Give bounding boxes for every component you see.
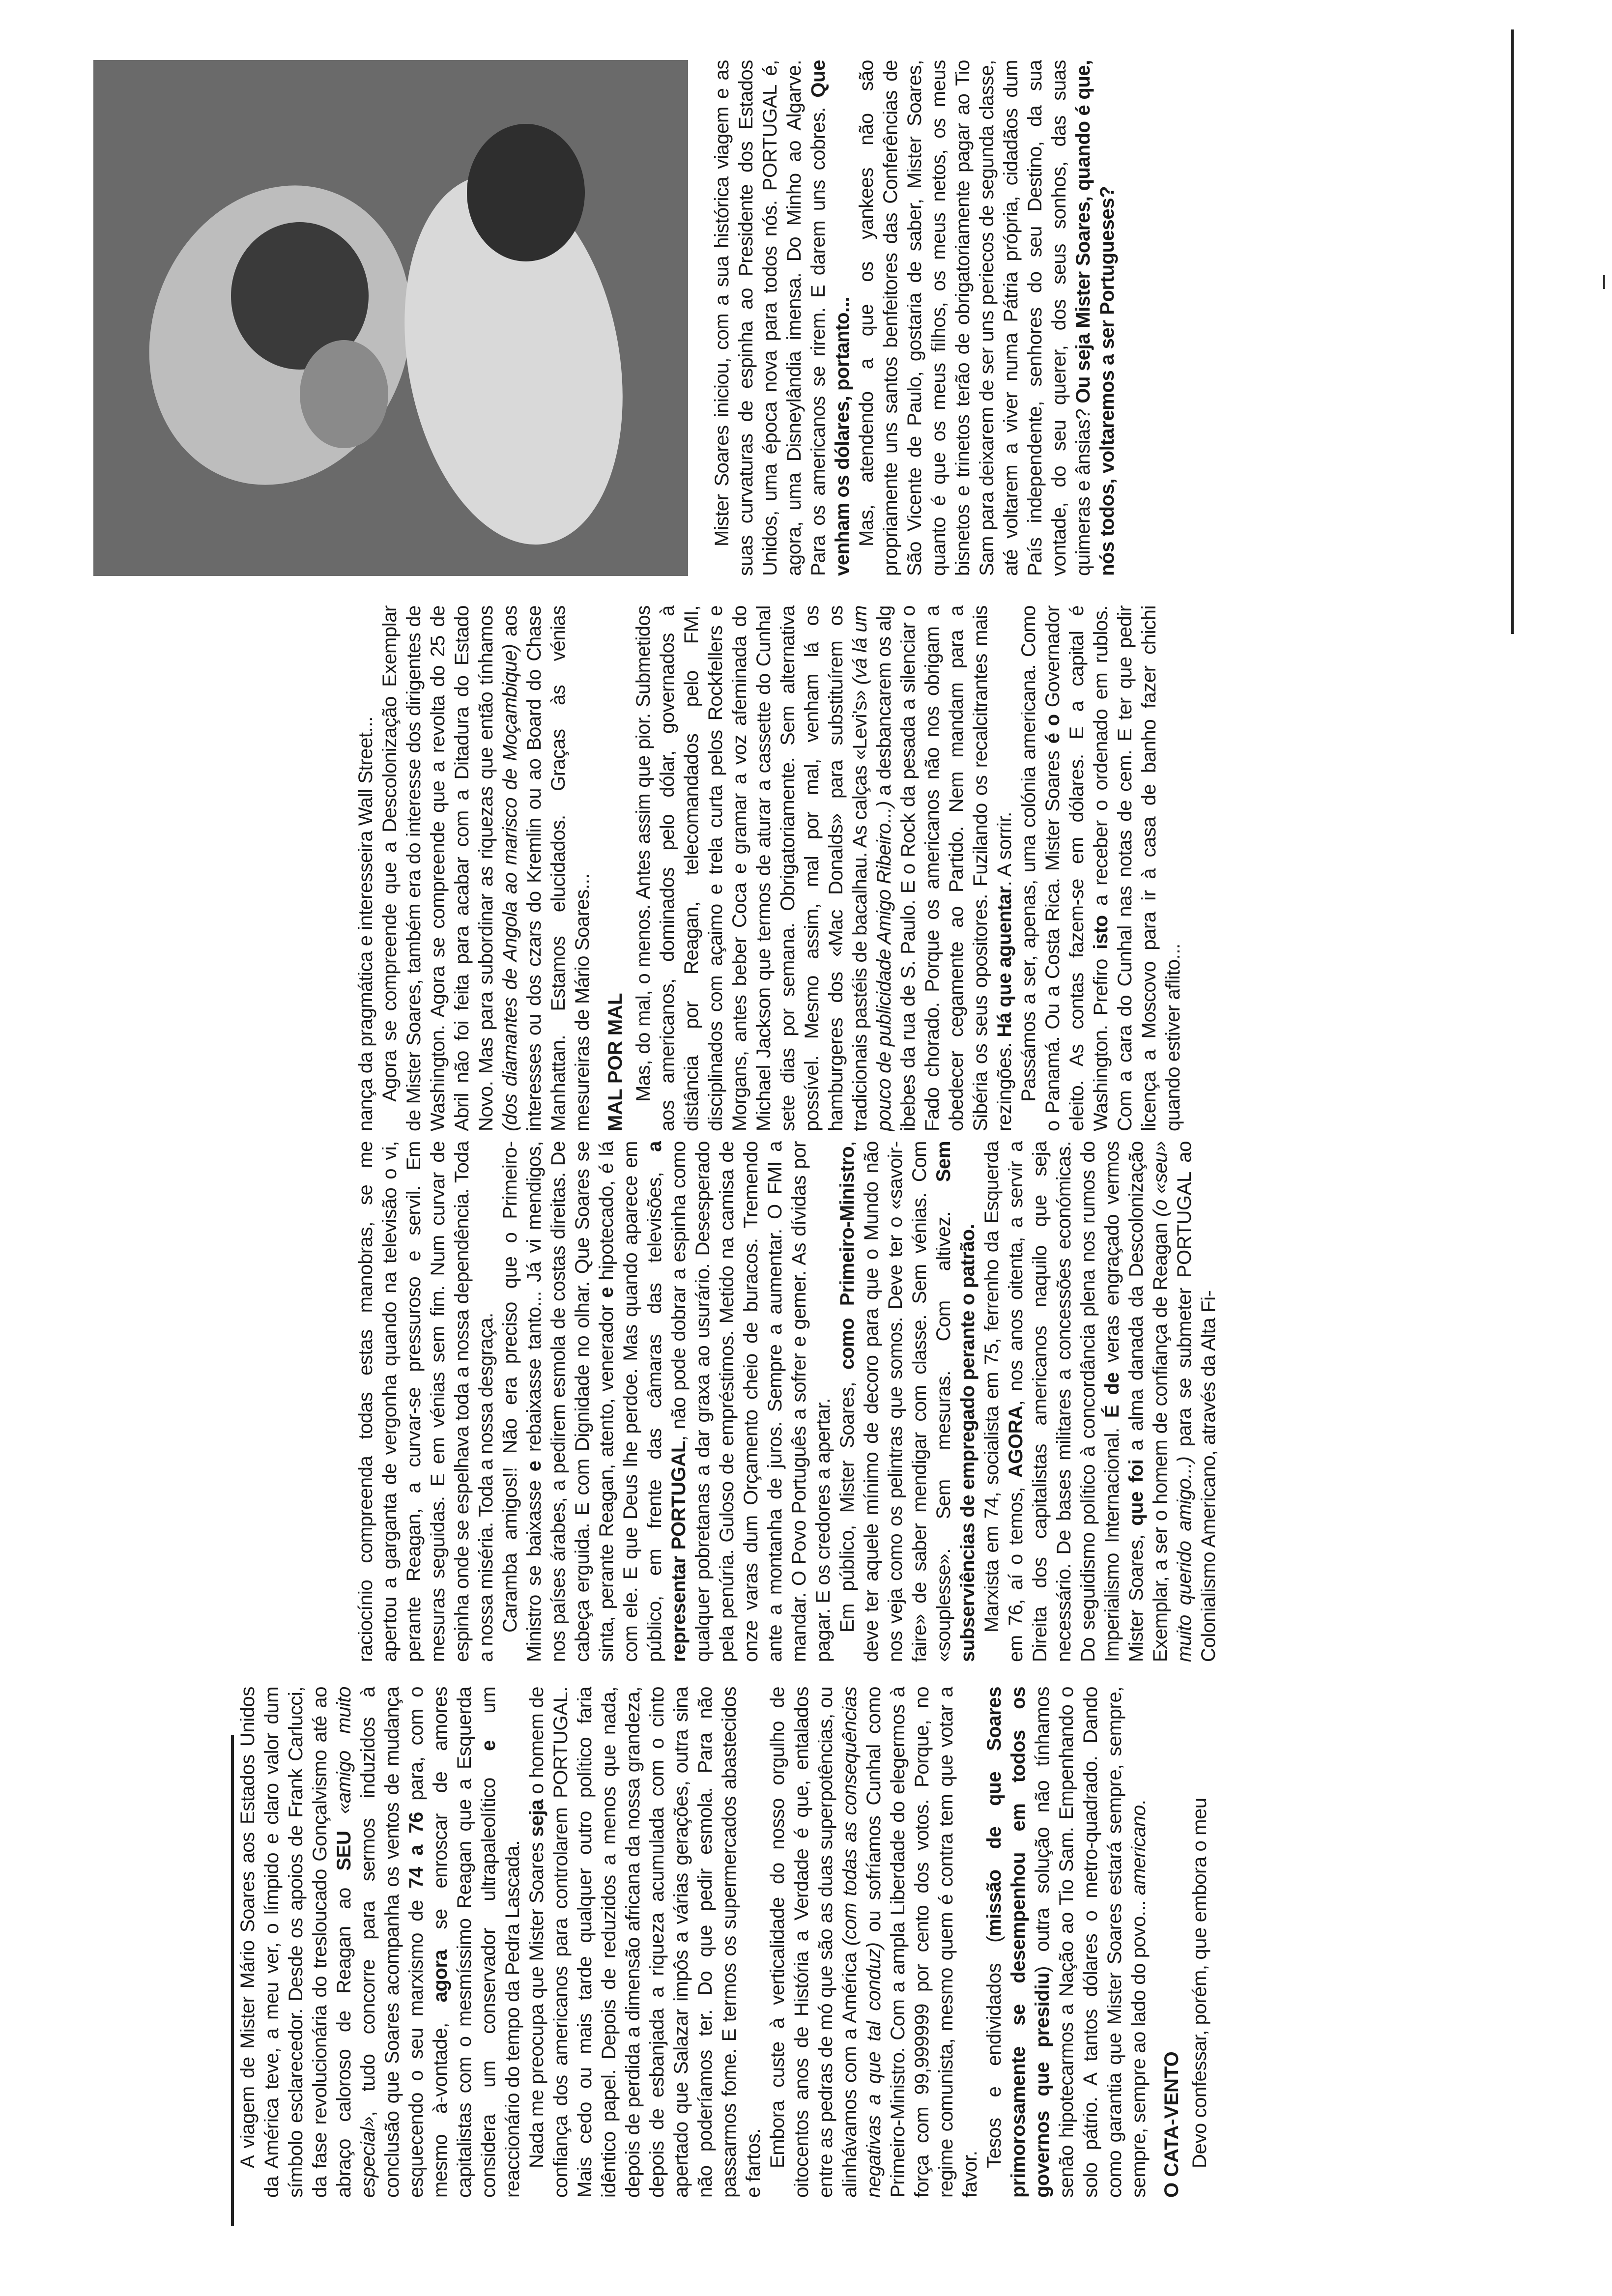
col1-paragraph-1: A viagem de Mister Mário Soares aos Estados Unidos da América teve, a meu ver, o límpido e claro valor dum símbolo esclarecedor. Desde os apoios de Frank Carlucci, da fase revolucionária do tresloucado Gonçalvismo até ao abraço caloroso de Reagan ao SEU «amigo muito especial», tudo concorre para sermos induzidos à conclusão que Soares acompanha os ventos de mudança esquecendo o seu marxismo de 74 a 76 para, com o mesmo à-vontade, agora se enroscar de amores capitalistas com o mesmíssimo Reagan que a Esquerda considera um conservador ultrapaleolítico e um reaccionário do tempo da Pedra Lascada.: [237, 1687, 523, 2198]
article-column-4: [710, 60, 1563, 576]
col4-paragraph-1: Mister Soares iniciou, com a sua histórica viagem e as suas curvaturas de espinha ao Presidente dos Estados Unidos, uma época nova para todos nós. PORTUGAL é, agora, uma Disneylândia imensa. Do Minho ao Algarve. Para os americanos se rirem. E darem uns cobres. Que venham os dólares, portanto...: [711, 60, 853, 576]
col3-subheading: MAL POR MAL: [604, 993, 626, 1131]
col3-paragraph-3: Mas, do mal, o menos. Antes assim que pior. Submetidos aos americanos, dominados pelo dólar, governados à distância por Reagan, telecomandados pelo FMI, disciplinados com açaimo e trela curta pelos Rockfellers e Morgans, antes beber Coca e gramar a voz afeminada do Michael Jackson que termos de aturar a cassette do Cunhal sete dias por semana. Obrigatoriamente. Sem alternativa possível. Mesmo assim, mal por mal, venham lá os hamburgeres dos «Mac Donalds» para substituírem os tradicionais pastéis de bacalhau. As calças «Levi's» (vá lá um pouco de publicidade Amigo Ribeiro...) a desbancarem os alg ibebes da rua de S. Paulo. E o Rock da pesada a silenciar o Fado chorado. Porque os americanos não nos obrigam a obedecer cegamente ao Partido. Nem mandam para a Sibéria os seus opositores. Fuzilando os recalcitrantes mais rezingões. Há que aguentar. A sorrir.: [633, 605, 1015, 1131]
col4-paragraph-2: Mas, atendendo a que os yankees não são propriamente uns santos benfeitores das Conferências de São Vicente de Paulo, gostaria de saber, Mister Soares, quanto é que os meus filhos, os meus netos, os meus bisnetos e trinetos terão de obrigatoriamente pagar ao Tio Sam para deixarem de ser uns periecos de segunda classe, até voltarem a viver numa Pátria própria, cidadãos dum País independente, senhores do seu Destino, da sua vontade, do seu querer, dos seus sonhos, das suas quimeras e ânsias? Ou seja Mister Soares, quando é que, nós todos, voltaremos a ser Portugueses?: [856, 60, 1118, 576]
col3-paragraph-2: Agora se compreende que a Descolonização Exemplar de Mister Soares, também era do interesse dos dirigentes de Washington. Agora se compreende que a revolta do 25 de Abril não foi feita para acabar com a Ditadura do Estado Novo. Mas para subordinar as riquezas que então tínhamos (dos diamantes de Angola ao marisco de Moçambique) aos interesses ou dos czars do Kremlin ou ao Board do Chase Manhattan. Estamos elucidados. Graças às vénias mesureiras de Mário Soares...: [379, 605, 593, 1131]
col3-paragraph-4: Passámos a ser, apenas, uma colónia americana. Como o Panamá. Ou a Costa Rica. Mister Soares é o Governador eleito. As contas fazem-se em dólares. E a capital é Washington. Prefiro isto a receber o ordenado em rublos. Com a cara do Cunhal nas notas de cem. E ter que pedir licença a Moscovo para ir à casa de banho fazer chichi quando estiver aflito...: [1018, 605, 1184, 1131]
col1-paragraph-5: Devo confessar, porém, que embora o meu: [1189, 1798, 1210, 2168]
col1-paragraph-2: Nada me preocupa que Mister Soares seja o homem de confiança dos americanos para controlarem PORTUGAL. Mais cedo ou mais tarde qualquer outro político faria idêntico papel. Depois de reduzidos a menos que nada, depois de perdida a dimensão africana da nossa grandeza, depois de esbanjada a riqueza acumulada com o cinto apertado que Salazar impôs a várias gerações, outra sina não poderíamos ter. Do que pedir esmola. Para não passarmos fome. E termos os supermercados abastecidos e fartos.: [526, 1687, 764, 2198]
col2-paragraph-3: Em público, Mister Soares, como Primeiro-Ministro, deve ter aquele mínimo de decoro para que o Mundo não nos veja como os pelintras que somos. Deve ter o «savoir-faire» de saber mendigar com classe. Sem vénias. Com «souplesse». Sem mesuras. Com altivez. Sem subserviências de empregado perante o patrão.: [836, 1141, 979, 1662]
col1-subheading: O CATA-VENTO: [1161, 2051, 1182, 2198]
col3-paragraph-1: nança da pragmática e interesseira Wall Street...: [355, 717, 376, 1131]
photo-shape-mid: [300, 340, 388, 448]
article-column-2: [354, 1141, 1563, 1662]
col1-paragraph-3: Embora custe à verticalidade do nosso orgulho de oitocentos anos de História a Verdade é que, entalados entre as pedras de mó que são as duas superpotências, ou alinhávamos com a América (com todas as consequências negativas a que tal conduz) ou sofríamos Cunhal como Primeiro-Ministro. Com a ampla Liberdade do elegermos à força com 99,999999 por cento dos votos. Porque, no regime comunista, mesmo quem é contra tem que votar a favor.: [767, 1687, 981, 2198]
col2-paragraph-1: raciocínio compreenda todas estas manobras, se me apertou a garganta de vergonha quando na televisão o vi, perante Reagan, a curvar-se pressuroso e servil. Em mesuras seguidas. E em vénias sem fim. Num curvar de espinha onde se espelhava toda a nossa dependência. Toda a nossa miséria. Toda a nossa desgraça.: [355, 1141, 497, 1662]
article-photo: [93, 60, 688, 576]
article-column-3: [354, 605, 1563, 1131]
col2-paragraph-4: Marxista em 74, socialista em 75, ferrenho da Esquerda em 76, aí o temos, AGORA, nos anos oitenta, a servir a Direita dos capitalistas americanos naquilo que seja necessário. De bases militares a concessões económicas. Do seguidismo político à concordância plena nos rumos do Imperialismo Internacional. É de veras engraçado vermos Mister Soares, que foi a alma danada da Descolonização Exemplar, a ser o homem de confiança de Reagan (o «seu» muito querido amigo...) para se submeter PORTUGAL ao Colonialismo Americano, através da Alta Fi-: [981, 1141, 1219, 1662]
article-column-1: [236, 1687, 1563, 2198]
photo-shape-dark-2: [467, 124, 585, 261]
col1-paragraph-4: Tesos e endividados (missão de que Soares primorosamente se desempenhou em todos os governos que presidiu) outra solução não tínhamos senão hipotecarmos a Nação ao Tio Sam. Empenhando o solo pátrio. A tantos dólares o metro-quadrado. Dando como garantia que Mister Soares estará sempre, sempre, sempre, sempre ao lado do povo... americano.: [983, 1687, 1150, 2198]
col2-paragraph-2: Caramba amigos!! Não era preciso que o Primeiro-Ministro se baixasse e rebaixasse tanto... Já vi mendigos, nos países árabes, a pedirem esmola de costas direitas. De cabeça erguida. E com Dignidade no olhar. Que Soares se sinta, perante Reagan, atento, venerador e hipotecado, é lá com ele. E que Deus lhe perdoe. Mas quando aparece em público, em frente das câmaras das televisões, a representar PORTUGAL, não pode dobrar a espinha como qualquer pobretanas a dar graxa ao usurário. Desesperado pela penúria. Guloso de empréstimos. Metido na camisa de onze varas dum Orçamento cheio de buracos. Tremendo ante a montanha de juros. Sempre a aumentar. O FMI a mandar. O Povo Português a sofrer e gemer. As dívidas por pagar. E os credores a apertar.: [499, 1141, 834, 1662]
